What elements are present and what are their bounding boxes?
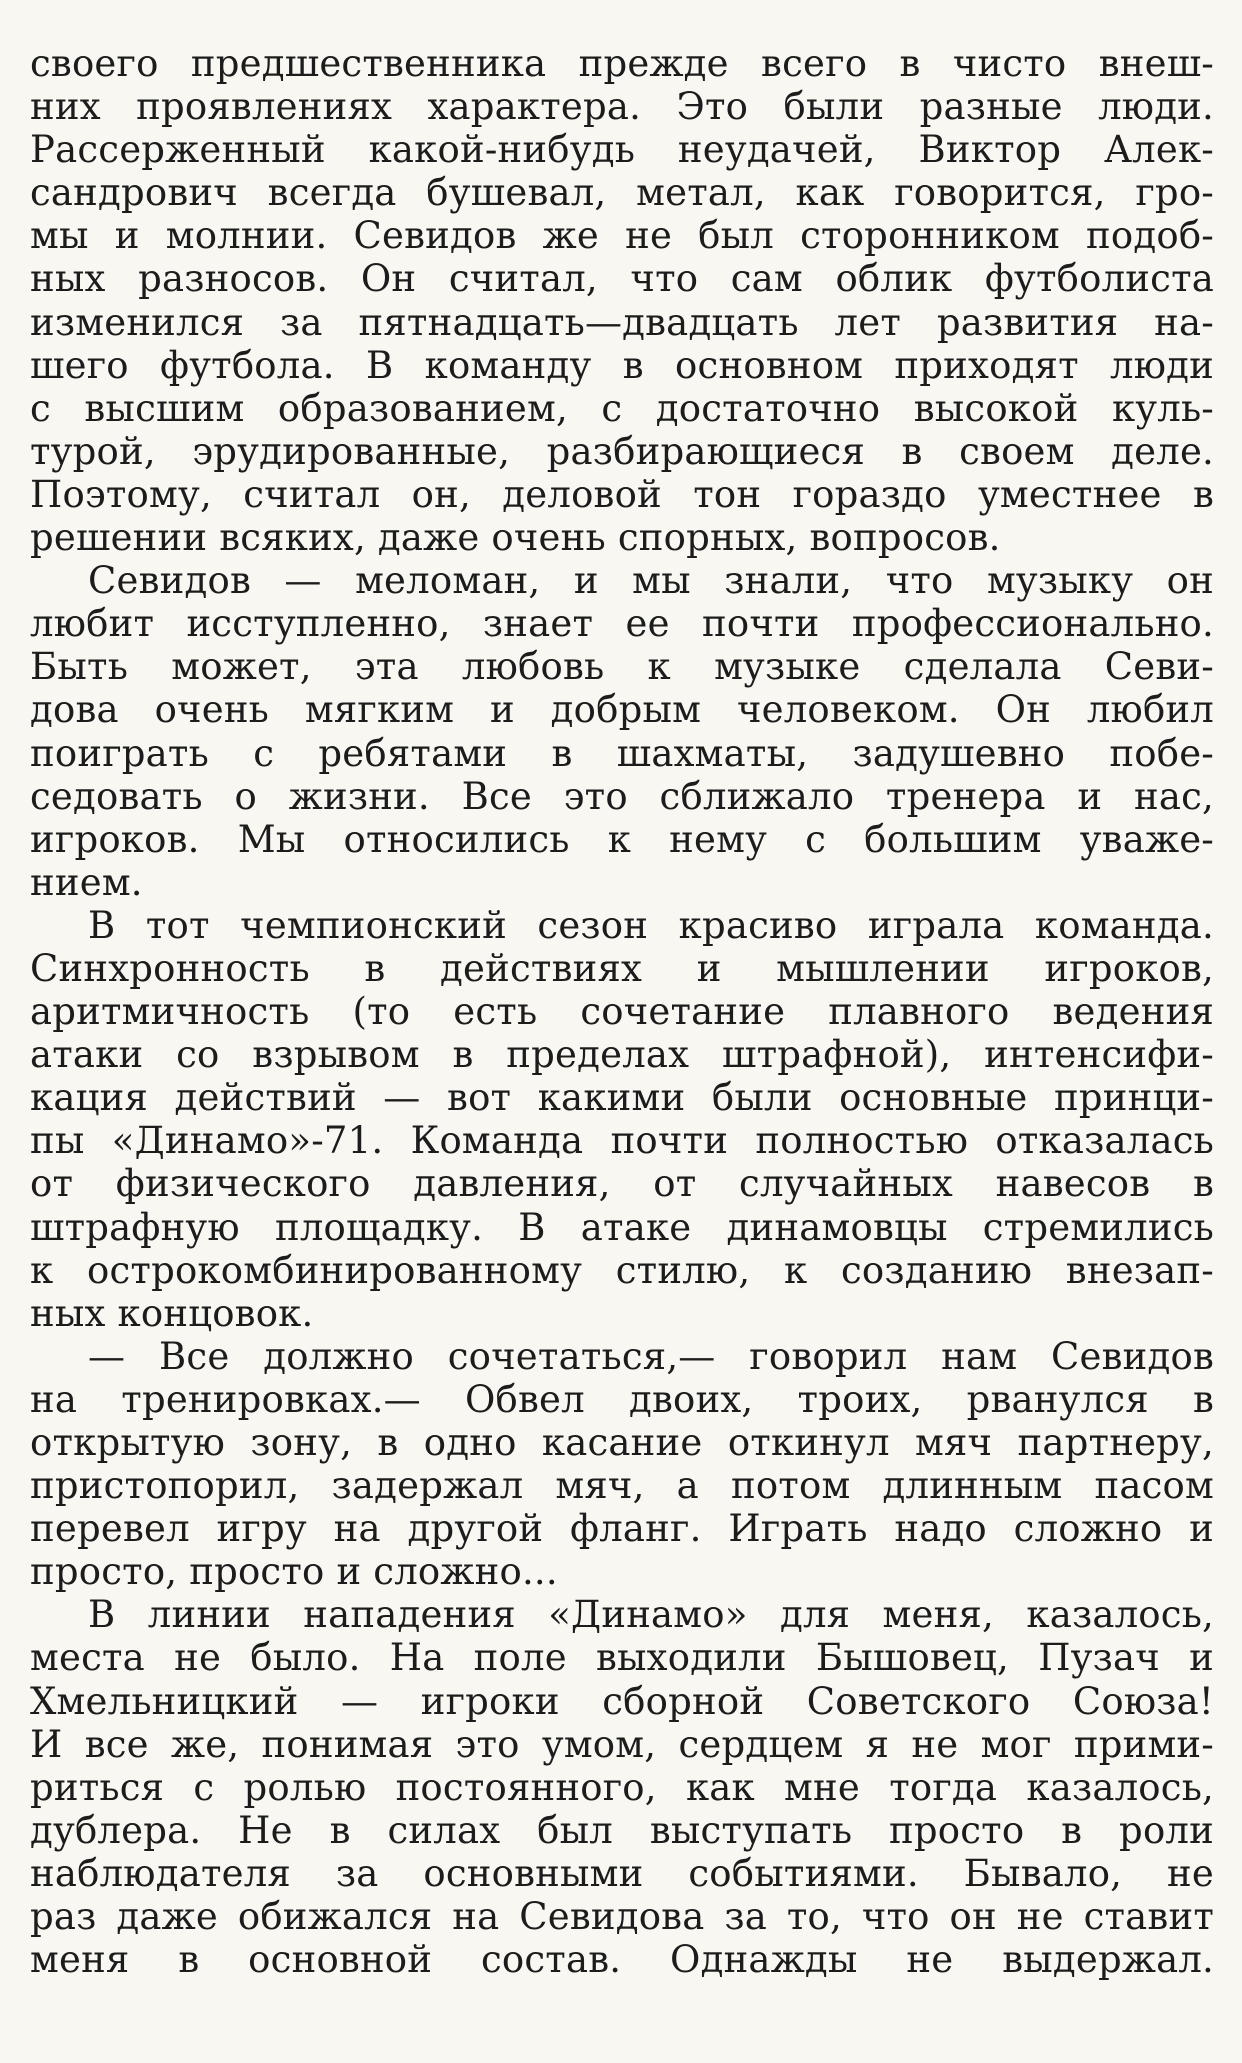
text-line: Севидов — меломан, и мы знали, что музыку он bbox=[88, 559, 1214, 603]
text-line: ных разносов. Он считал, что сам облик футболиста bbox=[30, 257, 1214, 301]
text-line: открытую зону, в одно касание откинул мяч партнеру, bbox=[30, 1421, 1214, 1464]
text-line: изменился за пятнадцать—двадцать лет развития на- bbox=[30, 300, 1214, 344]
text-line: атаки со взрывом в пределах штрафной), интенсифи- bbox=[30, 1033, 1214, 1077]
text-line: с высшим образованием, с достаточно высокой куль- bbox=[30, 386, 1214, 430]
text-line: просто, просто и сложно... bbox=[30, 1550, 558, 1594]
text-line: риться с ролью постоянного, как мне тогда казалось, bbox=[30, 1765, 1214, 1809]
text-line: Поэтому, считал он, деловой тон гораздо уместнее в bbox=[30, 472, 1214, 516]
text-line: Быть может, эта любовь к музыке сделала Севи- bbox=[30, 645, 1214, 689]
text-line: В линии нападения «Динамо» для меня, казалось, bbox=[88, 1593, 1214, 1637]
text-line: седовать о жизни. Все это сближало тренера и нас, bbox=[30, 774, 1214, 818]
text-line: шего футбола. В команду в основном приходят люди bbox=[30, 343, 1214, 387]
text-line: пы «Динамо»-71. Команда почти полностью отказалась bbox=[30, 1119, 1214, 1163]
text-line: нием. bbox=[30, 860, 143, 904]
text-line: ных концовок. bbox=[30, 1291, 314, 1335]
text-line: дова очень мягким и добрым человеком. Он любил bbox=[30, 688, 1214, 732]
text-line: на тренировках.— Обвел двоих, троих, рванулся в bbox=[30, 1377, 1214, 1421]
text-line: — Все должно сочетаться,— говорил нам Севидов bbox=[88, 1334, 1214, 1378]
paragraph bbox=[30, 1593, 1214, 1981]
paragraph bbox=[30, 1335, 1214, 1594]
paragraph bbox=[30, 559, 1214, 904]
text-line: В тот чемпионский сезон красиво играла команда. bbox=[88, 903, 1214, 947]
text-line: своего предшественника прежде всего в чисто внеш- bbox=[30, 42, 1214, 85]
text-line: мы и молнии. Севидов же не был сторонником подоб- bbox=[30, 214, 1214, 258]
text-line: Синхронность в действиях и мышлении игроков, bbox=[30, 946, 1214, 990]
text-line: пристопорил, задержал мяч, а потом длинным пасом bbox=[30, 1464, 1214, 1508]
text-body bbox=[30, 42, 1214, 1981]
paragraph bbox=[30, 904, 1214, 1335]
text-line: к острокомбинированному стилю, к созданию внезап- bbox=[30, 1248, 1214, 1292]
text-line: раз даже обижался на Севидова за то, что он не ставит bbox=[30, 1895, 1214, 1939]
text-line: Хмельницкий — игроки сборной Советского Союза! bbox=[30, 1679, 1214, 1723]
text-line: сандрович всегда бушевал, метал, как говорится, гро- bbox=[30, 171, 1214, 215]
text-line: решении всяких, даже очень спорных, вопросов. bbox=[30, 516, 1001, 560]
text-line: меня в основной состав. Однажды не выдержал. bbox=[30, 1938, 1214, 1982]
text-line: любит исступленно, знает ее почти профессионально. bbox=[30, 602, 1214, 646]
text-line: штрафную площадку. В атаке динамовцы стремились bbox=[30, 1205, 1214, 1249]
text-line: них проявлениях характера. Это были разные люди. bbox=[30, 85, 1214, 129]
text-line: наблюдателя за основными событиями. Бывало, не bbox=[30, 1851, 1214, 1895]
text-line: И все же, понимая это умом, сердцем я не мог прими- bbox=[30, 1722, 1214, 1766]
text-line: места не было. На поле выходили Бышовец, Пузач и bbox=[30, 1636, 1214, 1680]
text-line: игроков. Мы относились к нему с большим уваже- bbox=[30, 817, 1214, 861]
text-line: кация действий — вот какими были основные принци- bbox=[30, 1076, 1214, 1120]
text-line: от физического давления, от случайных навесов в bbox=[30, 1162, 1214, 1206]
text-line: поиграть с ребятами в шахматы, задушевно побе- bbox=[30, 731, 1214, 775]
text-line: дублера. Не в силах был выступать просто в роли bbox=[30, 1808, 1214, 1852]
text-line: перевел игру на другой фланг. Играть надо сложно и bbox=[30, 1507, 1214, 1551]
paragraph bbox=[30, 42, 1214, 559]
text-line: Рассерженный какой-нибудь неудачей, Виктор Алек- bbox=[30, 128, 1214, 172]
text-line: турой, эрудированные, разбирающиеся в своем деле. bbox=[30, 429, 1214, 473]
text-line: аритмичность (то есть сочетание плавного ведения bbox=[30, 990, 1214, 1034]
